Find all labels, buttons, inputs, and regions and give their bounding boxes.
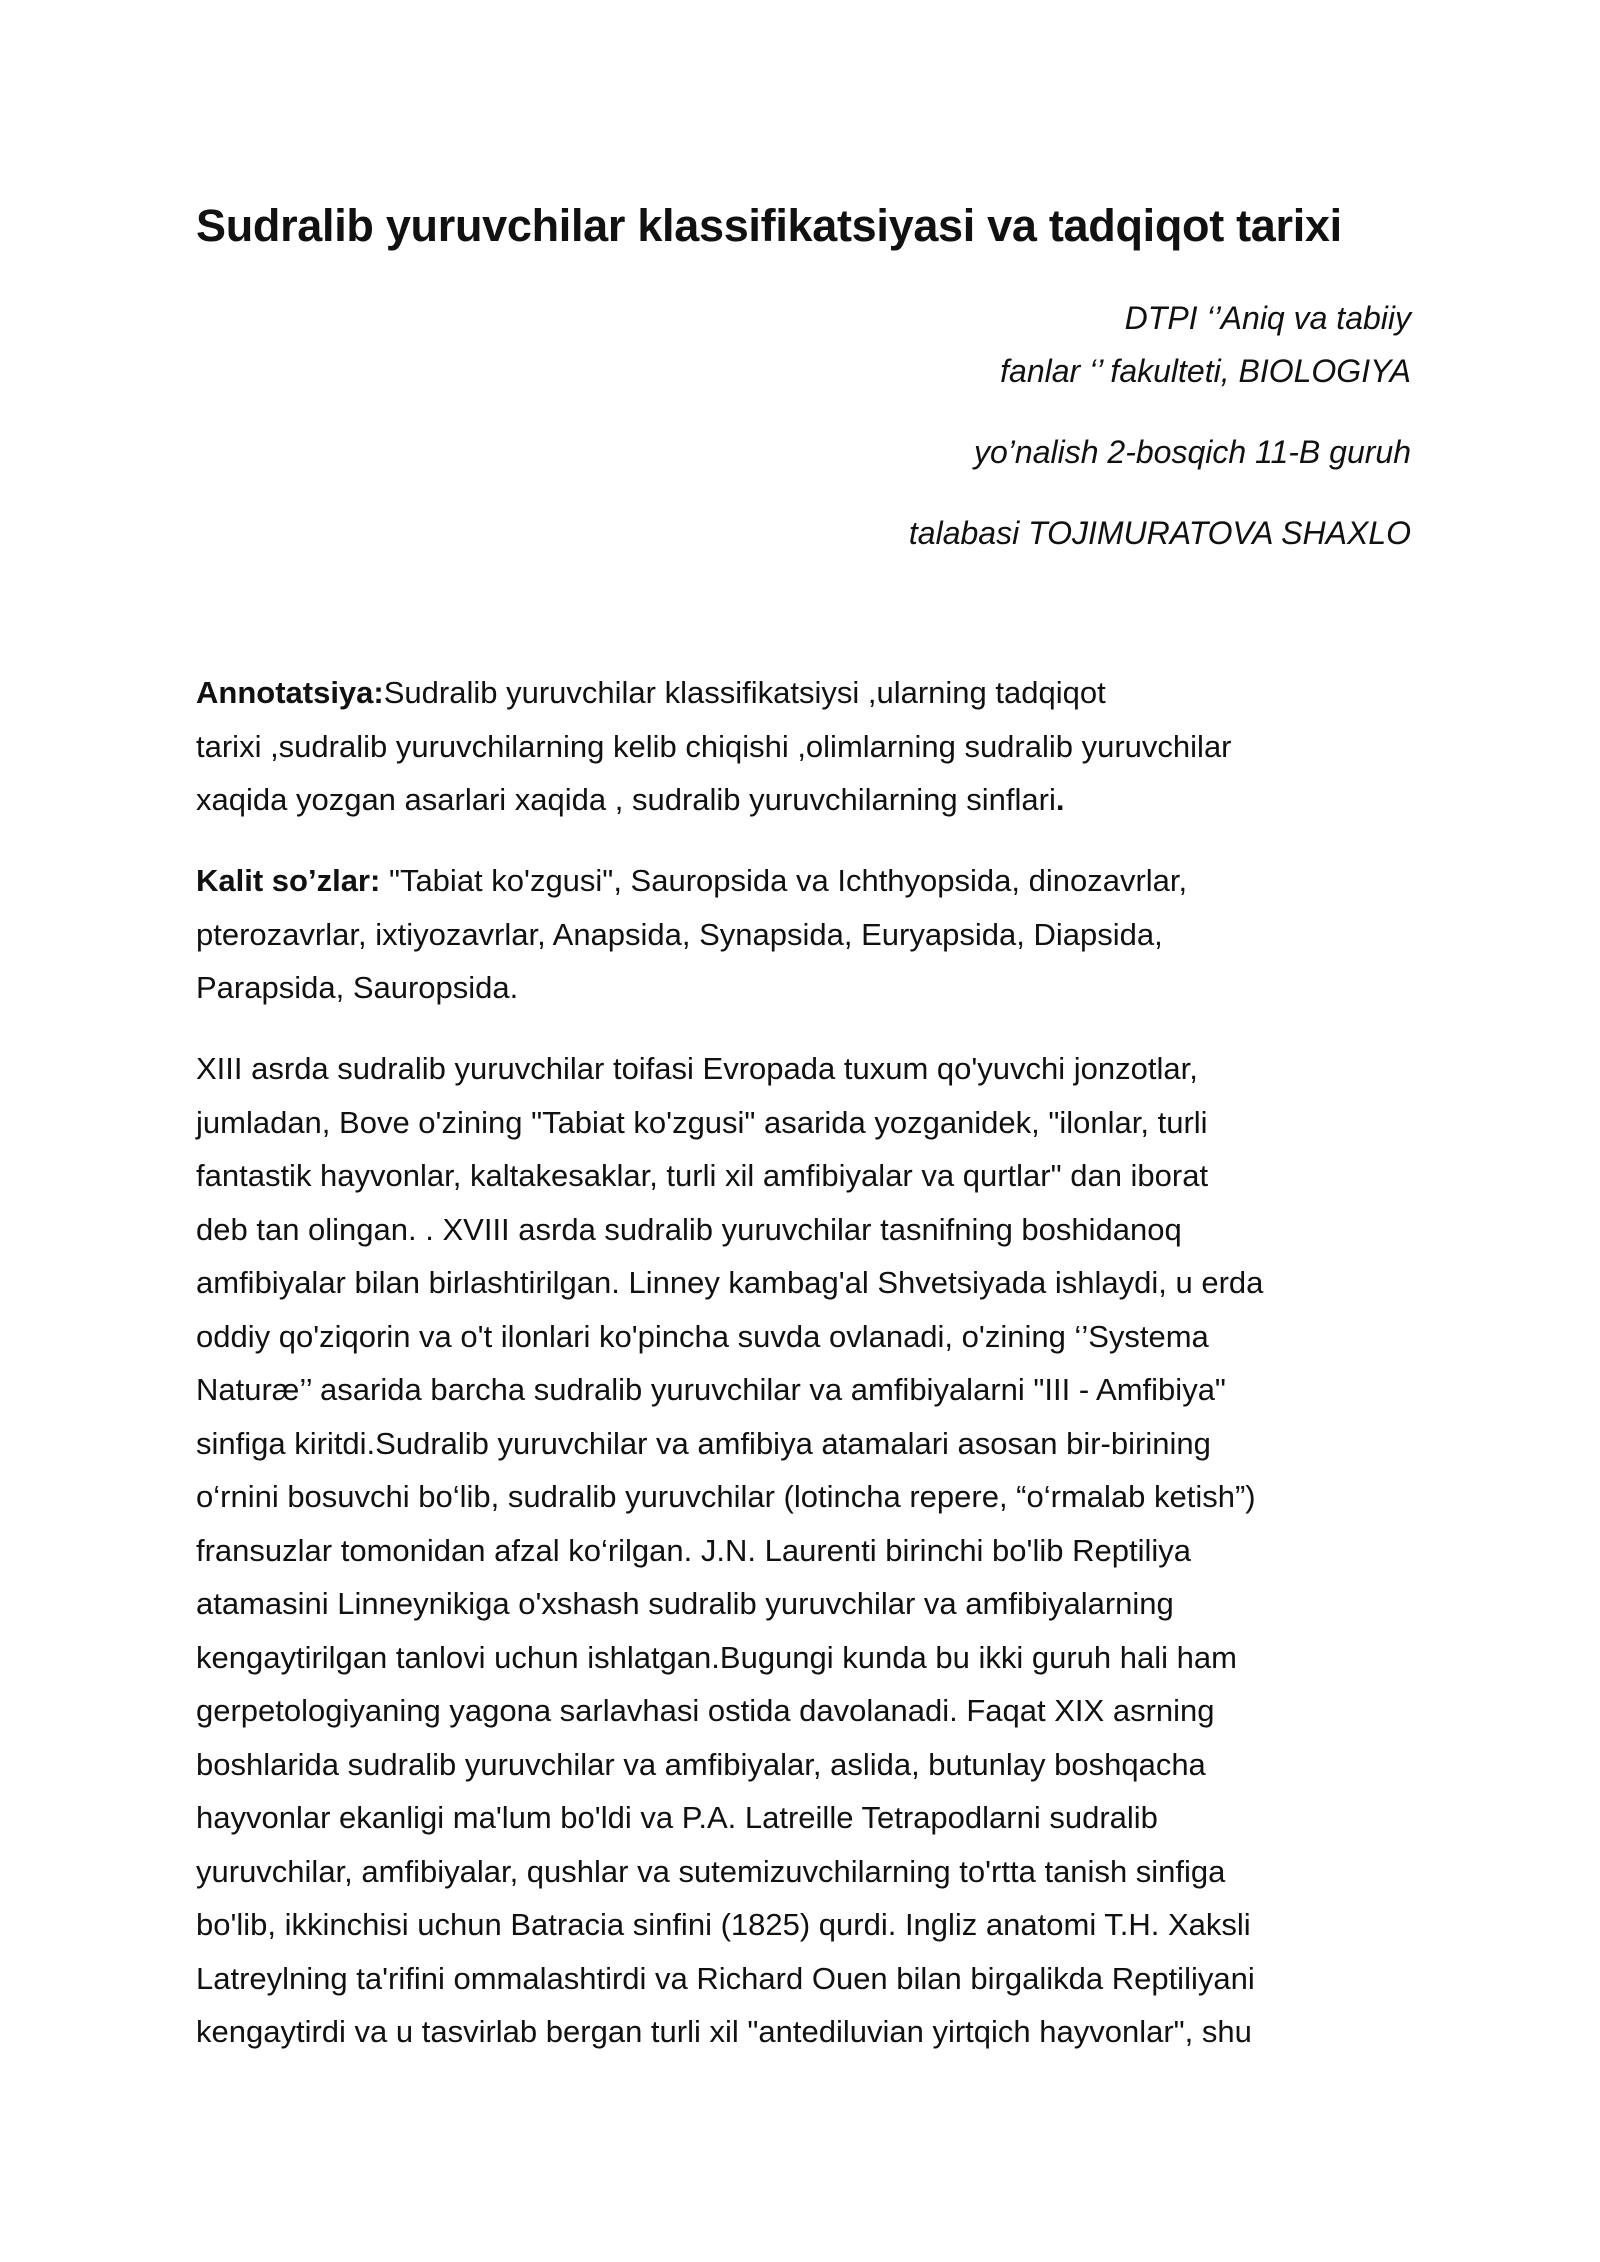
keywords-label: Kalit so’zlar: (196, 863, 381, 898)
author-info-block (909, 292, 1411, 560)
body-line: gerpetologiyaning yagona sarlavhasi ostida davolanadi. Faqat XIX asrning (196, 1693, 1215, 1728)
body-line: deb tan olingan. . XVIII asrda sudralib yuruvchilar tasnifning boshidanoq (196, 1211, 1182, 1247)
body-line: o‘rnini bosuvchi bo‘lib, sudralib yuruvchilar (lotincha repere, “o‘rmalab ketish”) (196, 1479, 1256, 1514)
keywords-paragraph (196, 854, 1411, 1015)
document-page (196, 0, 1411, 2262)
author-line-2: fanlar ‘’ fakulteti, BIOLOGIYA (1000, 353, 1411, 389)
annotation-line (196, 773, 1411, 827)
annotation-paragraph (196, 666, 1411, 827)
annotation-text: xaqida yozgan asarlari xaqida , sudralib yuruvchilarning sinflari (196, 782, 1056, 817)
keywords-text: "Tabiat ko'zgusi", Sauropsida va Ichthyopsida, dinozavrlar, (380, 863, 1188, 898)
body-line: sinfiga kiritdi.Sudralib yuruvchilar va amfibiya atamalari asosan bir-birining (196, 1425, 1211, 1461)
body-line: jumladan, Bove o'zining "Tabiat ko'zgusi" asarida yozganidek, "ilonlar, turli (196, 1104, 1208, 1140)
annotation-end-mark: . (1055, 782, 1065, 817)
annotation-line: tarixi ,sudralib yuruvchilarning kelib chiqishi ,olimlarning sudralib yuruvchilar (196, 728, 1232, 764)
body-line: kengaytirdi va u tasvirlab bergan turli xil "antediluvian yirtqich hayvonlar", shu (196, 2014, 1252, 2049)
annotation-line (196, 666, 1411, 720)
body-line: amfibiyalar bilan birlashtirilgan. Linney kambag'al Shvetsiyada ishlaydi, u erda (196, 1265, 1264, 1300)
body-line: Latreylning ta'rifini ommalashtirdi va Richard Ouen bilan birgalikda Reptiliyani (196, 1960, 1255, 1996)
body-line: fantastik hayvonlar, kaltakesaklar, turli xil amfibiyalar va qurtlar" dan iborat (196, 1158, 1209, 1193)
author-line-4: talabasi TOJIMURATOVA SHAXLO (908, 515, 1411, 551)
body-line: hayvonlar ekanligi ma'lum bo'ldi va P.A. Latreille Tetrapodlarni sudralib (196, 1800, 1158, 1835)
body-line: kengaytirilgan tanlovi uchun ishlatgan.Bugungi kunda bu ikki guruh hali ham (196, 1639, 1237, 1675)
body-line: oddiy qo'ziqorin va o't ilonlari ko'pincha suvda ovlanadi, o'zining ‘’Systema (196, 1318, 1209, 1354)
keywords-line: Parapsida, Sauropsida. (196, 970, 519, 1005)
body-paragraph (196, 1042, 1411, 2059)
author-line-3: yo’nalish 2-bosqich 11-B guruh (974, 434, 1411, 470)
body-line: XIII asrda sudralib yuruvchilar toifasi Evropada tuxum qo'yuvchi jonzotlar, (196, 1051, 1198, 1086)
body-line: fransuzlar tomonidan afzal ko‘rilgan. J.N. Laurenti birinchi bo'lib Reptiliya (196, 1532, 1191, 1568)
annotation-label: Annotatsiya: (196, 675, 384, 710)
body-line: yuruvchilar, amfibiyalar, qushlar va sutemizuvchilarning to'rtta tanish sinfiga (196, 1853, 1226, 1889)
keywords-line: pterozavrlar, ixtiyozavrlar, Anapsida, Synapsida, Euryapsida, Diapsida, (196, 916, 1163, 952)
keywords-line (196, 854, 1411, 908)
body-line: Naturæ’’ asarida barcha sudralib yuruvchilar va amfibiyalarni "III - Amfibiya" (196, 1372, 1226, 1407)
body-line: atamasini Linneynikiga o'xshash sudralib yuruvchilar va amfibiyalarning (196, 1586, 1174, 1621)
body-line: boshlarida sudralib yuruvchilar va amfibiyalar, aslida, butunlay boshqacha (196, 1746, 1206, 1782)
annotation-text: Sudralib yuruvchilar klassifikatsiysi ,ularning tadqiqot (383, 675, 1106, 710)
document-title: Sudralib yuruvchilar klassifikatsiyasi va tadqiqot tarixi (196, 200, 1342, 251)
body-line: bo'lib, ikkinchisi uchun Batracia sinfini (1825) qurdi. Ingliz anatomi T.H. Xaksli (196, 1907, 1251, 1942)
author-line-1: DTPI ‘’Aniq va tabiiy (1124, 300, 1411, 336)
